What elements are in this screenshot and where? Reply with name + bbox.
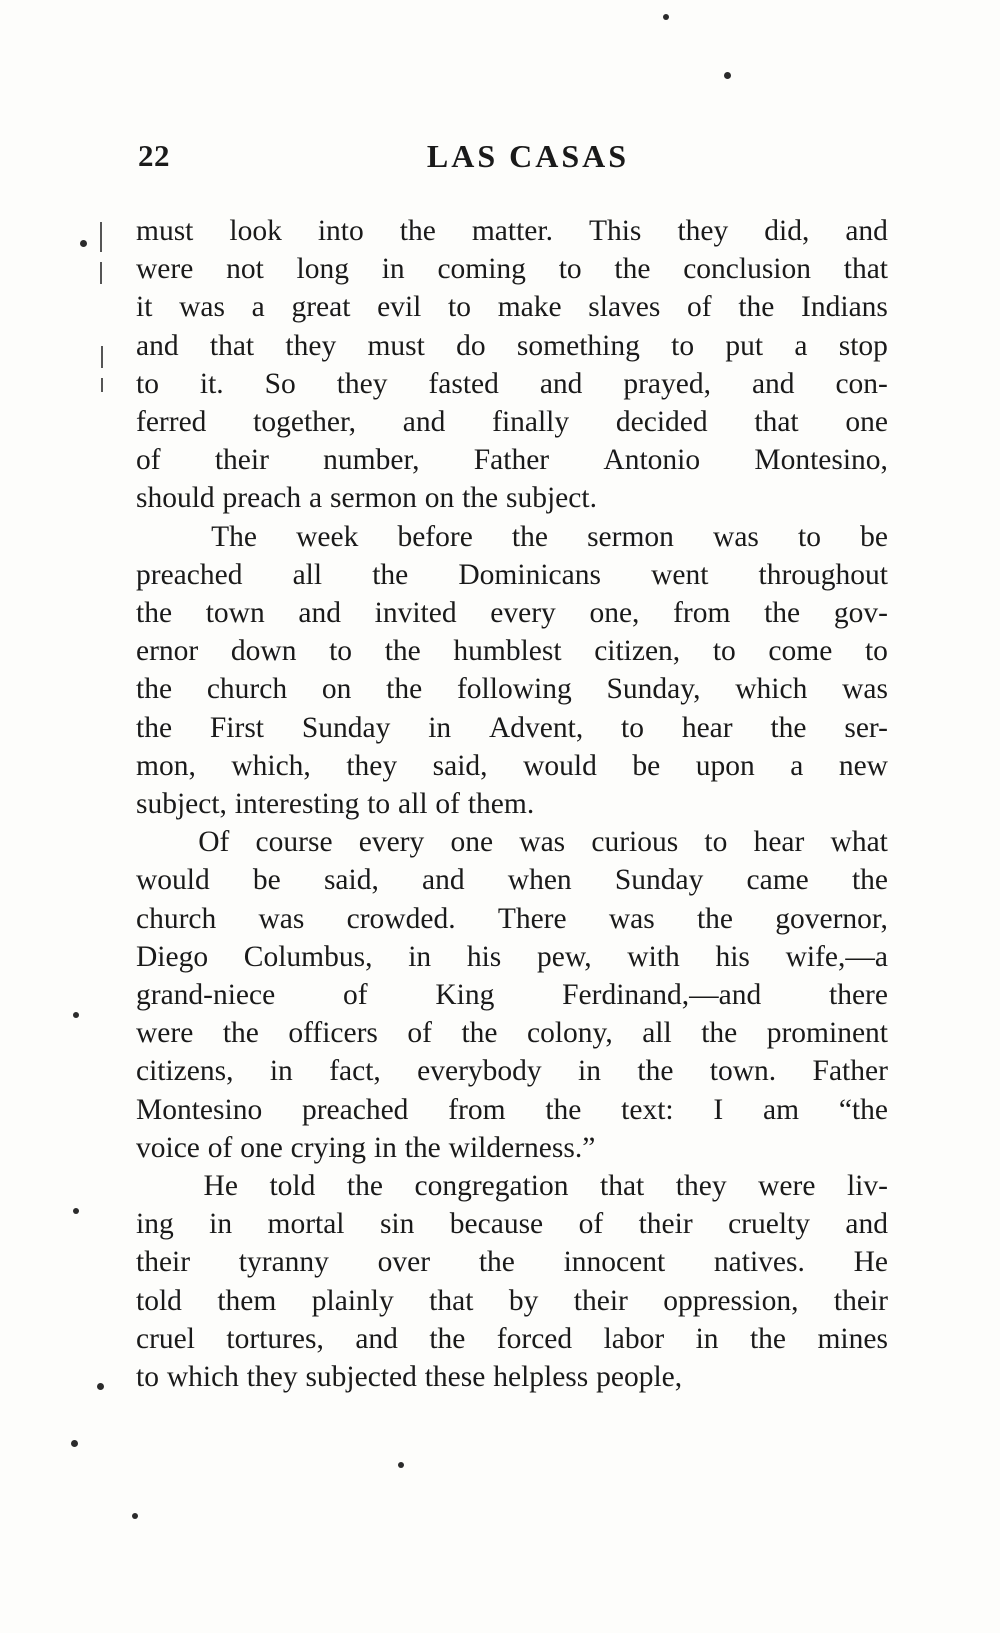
text-line: the town and invited every one, from the gov-	[136, 597, 888, 630]
text-line: voice of one crying in the wilderness.”	[136, 1131, 596, 1164]
text-line: church was crowded. There was the governor,	[136, 902, 888, 935]
text-line: ferred together, and finally decided that one	[136, 406, 888, 439]
text-line: would be said, and when Sunday came the	[136, 864, 888, 897]
text-line: preached all the Dominicans went throughout	[136, 558, 888, 591]
paragraph	[136, 212, 888, 518]
text-line: must look into the matter. This they did, and	[136, 215, 888, 247]
paragraph	[136, 518, 888, 824]
text-line: their tyranny over the innocent natives. He	[136, 1246, 888, 1279]
scan-speck	[132, 1513, 138, 1519]
text-line: Of course every one was curious to hear what	[136, 823, 888, 861]
scan-speck	[663, 14, 669, 20]
margin-tick	[101, 346, 103, 368]
scan-speck	[73, 1208, 79, 1214]
text-line: the church on the following Sunday, which was	[136, 673, 888, 706]
paragraph	[136, 1167, 888, 1396]
text-line: of their number, Father Antonio Montesino,	[136, 444, 888, 477]
scan-speck	[80, 240, 87, 247]
scan-speck	[97, 1383, 104, 1390]
scan-speck	[73, 1012, 79, 1018]
text-line: grand-niece of King Ferdinand,—and there	[136, 979, 888, 1012]
text-line: told them plainly that by their oppression, their	[136, 1284, 888, 1317]
scan-speck	[398, 1462, 404, 1468]
text-line: and that they must do something to put a stop	[136, 329, 888, 362]
text-line: it was a great evil to make slaves of the Indians	[136, 291, 888, 324]
text-line: Montesino preached from the text: I am “the	[136, 1093, 888, 1126]
margin-tick	[101, 378, 103, 392]
text-line: the First Sunday in Advent, to hear the ser-	[136, 711, 888, 744]
text-line: ing in mortal sin because of their cruelty and	[136, 1208, 888, 1241]
text-line: should preach a sermon on the subject.	[136, 482, 597, 515]
first-line-indent	[136, 518, 172, 556]
scan-speck	[724, 72, 731, 79]
paragraph	[136, 823, 888, 1167]
text-line: Diego Columbus, in his pew, with his wife,—a	[136, 940, 888, 973]
body-text	[136, 212, 888, 1396]
page-title: LAS CASAS	[426, 138, 630, 174]
text-line: The week before the sermon was to be	[136, 518, 888, 556]
text-line: ernor down to the humblest citizen, to come to	[136, 635, 888, 668]
text-line: He told the congregation that they were liv-	[136, 1167, 888, 1205]
text-line: were the officers of the colony, all the prominent	[136, 1017, 888, 1050]
scan-speck	[71, 1440, 78, 1447]
text-line: cruel tortures, and the forced labor in the mines	[136, 1322, 888, 1355]
text-line: to which they subjected these helpless people,	[136, 1361, 683, 1394]
page-number: 22	[138, 138, 170, 173]
text-line: were not long in coming to the conclusion that	[136, 253, 888, 286]
text-line: to it. So they fasted and prayed, and con-	[136, 367, 888, 400]
text-line: mon, which, they said, would be upon a new	[136, 749, 888, 782]
first-line-indent	[136, 823, 172, 861]
margin-tick	[100, 262, 102, 284]
text-line: subject, interesting to all of them.	[136, 788, 535, 821]
running-head	[138, 138, 898, 180]
margin-tick	[100, 222, 102, 252]
text-line: citizens, in fact, everybody in the town. Father	[136, 1055, 888, 1088]
first-line-indent	[136, 1167, 172, 1205]
